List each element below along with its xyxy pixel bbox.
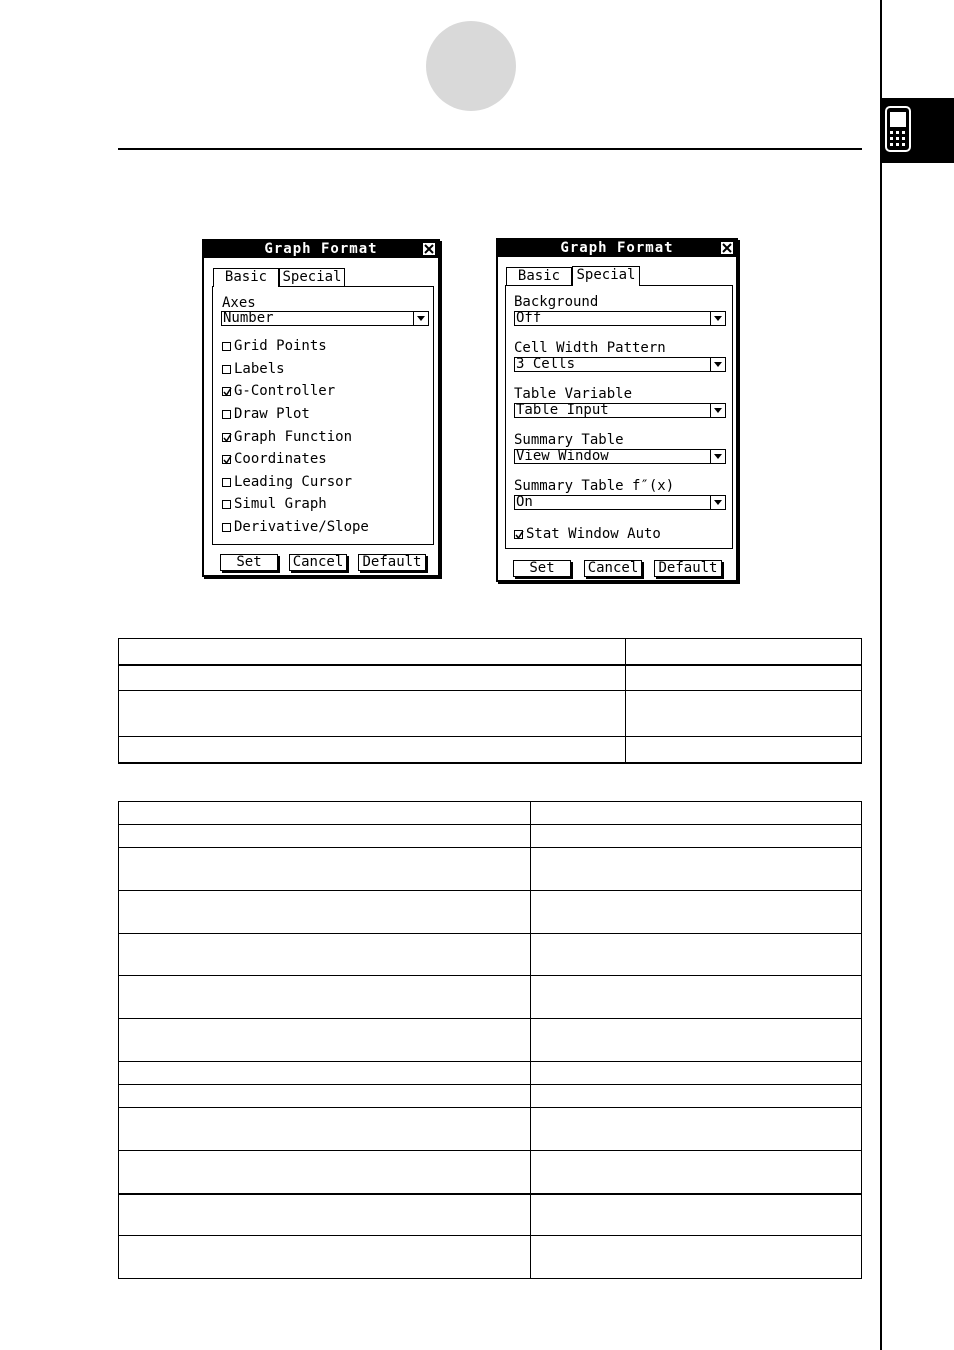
table-cell	[531, 1151, 862, 1194]
checkbox-label: G-Controller	[234, 383, 336, 399]
table-cell	[119, 691, 626, 737]
tab-special[interactable]: Special	[572, 266, 640, 286]
table-row	[119, 1108, 862, 1151]
checkbox-stat-window-auto[interactable]	[514, 526, 661, 542]
summary-table-fx-label: Summary Table f″(x)	[514, 478, 675, 494]
table-cell	[531, 802, 862, 825]
checkbox-derivative-slope[interactable]	[222, 519, 369, 535]
table-cell	[119, 825, 531, 848]
summary-table-fx-select[interactable]	[514, 495, 726, 510]
checkbox-leading-cursor[interactable]	[222, 474, 352, 490]
dialog-title: Graph Format	[204, 241, 438, 258]
checkbox-label: Labels	[234, 361, 285, 377]
table-cell	[119, 891, 531, 934]
checkbox-box[interactable]	[222, 342, 231, 351]
table-cell	[531, 1019, 862, 1062]
table-row	[119, 665, 862, 691]
table-cell	[119, 1236, 531, 1279]
settings-table-1	[118, 638, 862, 764]
table-row	[119, 691, 862, 737]
table-cell	[119, 1062, 531, 1085]
default-button[interactable]: Default	[358, 554, 426, 571]
checkbox-coordinates[interactable]	[222, 451, 327, 467]
table-variable-select-value: Table Input	[516, 402, 609, 418]
table-variable-select[interactable]	[514, 403, 726, 418]
table-cell	[531, 1194, 862, 1236]
checkbox-box[interactable]	[222, 410, 231, 419]
calculator-icon	[885, 106, 911, 152]
table-cell	[531, 976, 862, 1019]
graph-format-dialog-special	[496, 238, 738, 582]
table-cell	[626, 737, 862, 763]
table-cell	[119, 976, 531, 1019]
table-cell	[531, 1085, 862, 1108]
table-cell	[119, 1019, 531, 1062]
table-row	[119, 802, 862, 825]
table-row	[119, 737, 862, 763]
table-cell	[119, 1194, 531, 1236]
table-cell	[531, 1062, 862, 1085]
cell-width-pattern-label: Cell Width Pattern	[514, 340, 666, 356]
axes-select-value: Number	[223, 310, 274, 326]
table-cell	[119, 1151, 531, 1194]
table-row	[119, 825, 862, 848]
chevron-down-icon[interactable]	[710, 312, 725, 325]
axes-label: Axes	[222, 295, 256, 311]
table-cell	[531, 1108, 862, 1151]
table-cell	[626, 665, 862, 691]
summary-table-fx-select-value: On	[516, 494, 533, 510]
background-select-value: Off	[516, 310, 542, 326]
chevron-down-icon[interactable]	[710, 450, 725, 463]
default-button[interactable]: Default	[654, 560, 722, 577]
table-cell	[531, 891, 862, 934]
table-row	[119, 1019, 862, 1062]
chevron-down-icon[interactable]	[710, 358, 725, 371]
table-cell	[626, 639, 862, 665]
checkbox-label: Coordinates	[234, 451, 327, 467]
cell-width-pattern-select-value: 3 Cells	[516, 356, 576, 372]
checkbox-box[interactable]	[222, 365, 231, 374]
close-icon[interactable]	[721, 242, 733, 254]
dialog-title: Graph Format	[498, 240, 736, 257]
chevron-down-icon[interactable]	[413, 312, 428, 325]
cancel-button[interactable]: Cancel	[289, 554, 347, 571]
table-row	[119, 976, 862, 1019]
checkbox-label: Graph Function	[234, 429, 353, 445]
tab-basic[interactable]: Basic	[506, 267, 572, 285]
checkbox-box-checked[interactable]	[222, 455, 231, 464]
table-cell	[119, 802, 531, 825]
chevron-down-icon[interactable]	[710, 496, 725, 509]
table-cell	[531, 934, 862, 976]
chapter-side-tab	[881, 98, 954, 163]
checkbox-label: Derivative/Slope	[234, 519, 369, 535]
summary-table-select[interactable]	[514, 449, 726, 464]
checkbox-box[interactable]	[222, 500, 231, 509]
header-rule	[118, 148, 862, 150]
tab-basic[interactable]: Basic	[213, 268, 279, 287]
table-row	[119, 1085, 862, 1108]
set-button[interactable]: Set	[220, 554, 278, 571]
checkbox-label: Simul Graph	[234, 496, 327, 512]
table-cell	[119, 934, 531, 976]
table-cell	[626, 691, 862, 737]
table-cell	[119, 1108, 531, 1151]
summary-table-label: Summary Table	[514, 432, 624, 448]
checkbox-label: Grid Points	[234, 338, 327, 354]
checkbox-box-checked[interactable]	[222, 433, 231, 442]
checkbox-graph-function[interactable]	[222, 429, 352, 445]
axes-select[interactable]	[221, 311, 429, 326]
tab-special[interactable]: Special	[279, 268, 345, 286]
settings-table-2	[118, 801, 862, 1279]
chevron-down-icon[interactable]	[710, 404, 725, 417]
checkbox-draw-plot[interactable]	[222, 406, 310, 422]
margin-rule	[880, 0, 882, 1350]
cell-width-pattern-select[interactable]	[514, 357, 726, 372]
table-cell	[119, 848, 531, 891]
table-row	[119, 639, 862, 665]
checkbox-box-checked[interactable]	[222, 387, 231, 396]
cancel-button[interactable]: Cancel	[584, 560, 642, 577]
table-row	[119, 1151, 862, 1194]
table-cell	[119, 639, 626, 665]
table-cell	[531, 825, 862, 848]
table-row	[119, 848, 862, 891]
table-row	[119, 934, 862, 976]
table-row	[119, 1236, 862, 1279]
close-icon[interactable]	[423, 243, 435, 255]
table-cell	[531, 848, 862, 891]
checkbox-box[interactable]	[222, 523, 231, 532]
graph-format-dialog-basic	[202, 239, 440, 577]
checkbox-label: Draw Plot	[234, 406, 310, 422]
summary-table-select-value: View Window	[516, 448, 609, 464]
table-cell	[531, 1236, 862, 1279]
table-cell	[119, 1085, 531, 1108]
set-button[interactable]: Set	[513, 560, 571, 577]
checkbox-box[interactable]	[222, 478, 231, 487]
checkbox-g-controller[interactable]	[222, 383, 335, 399]
table-cell	[119, 665, 626, 691]
checkbox-box-checked[interactable]	[514, 530, 523, 539]
chapter-number-circle	[426, 21, 516, 111]
checkbox-label: Leading Cursor	[234, 474, 353, 490]
table-cell	[119, 737, 626, 763]
background-select[interactable]	[514, 311, 726, 326]
checkbox-grid-points[interactable]	[222, 338, 327, 354]
table-row	[119, 891, 862, 934]
table-row	[119, 1194, 862, 1236]
checkbox-label: Stat Window Auto	[526, 526, 661, 542]
table-variable-label: Table Variable	[514, 386, 633, 402]
checkbox-simul-graph[interactable]	[222, 496, 327, 512]
table-row	[119, 1062, 862, 1085]
background-label: Background	[514, 294, 599, 310]
checkbox-labels[interactable]	[222, 361, 285, 377]
